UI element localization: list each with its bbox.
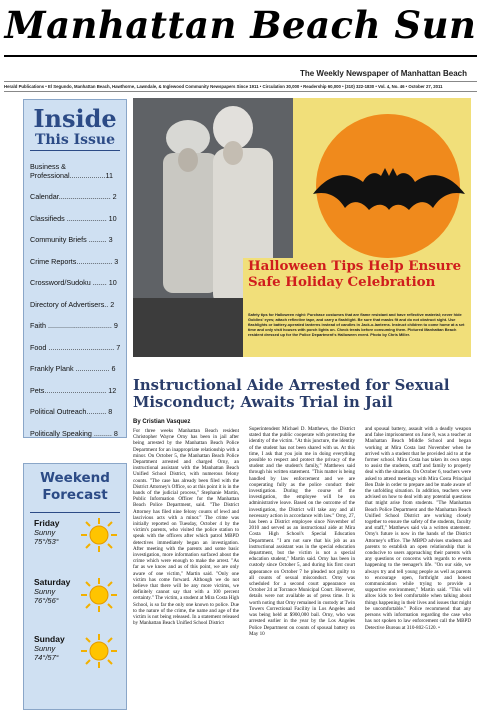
toc-item-frankly-plank[interactable]: Frankly Plank ................. 6 [30,364,116,373]
forecast-day [34,577,70,605]
newspaper-title: Manhattan Beach Sun [4,3,477,47]
forecast-temp: 74°/57° [34,653,59,662]
inside-subtitle: This Issue [34,132,116,148]
forecast-condition: Sunny [34,644,56,653]
article-column-2: Superintendent Michael D. Matthews, the District stated that the public cooperate with protecting the identity of the victim. "At this juncture, the identity of the student has not been shared with us. At this time, I ask that you join me in doing everything possible to respect and protect the privacy of the student and the student's family," Matthews said through his written statement. "This matter is being handled by law enforcement and we are cooperating fully as the police conduct their investigation. During the course of the investigation, the employee will be on administrative leave. Based on the outcome of the investigation, the District will take any and all necessary action in accordance with law." Orny, 27, has been a District employee since November of 2010 and served as an instructional aide at Mira Costa High School's Special Education Department. "I am not sure that his job as an instructional assistant was in the special education department, but the victim is not a special education student," Martin said. Orny has been in custody since October 5, and during his first court appearance on October 7 he pleaded not guilty to all counts of sexual misconduct. Orny was scheduled for a second court appearance on October 24 at Torrance Municipal Court. However, details were not available as of press time. It is worth noting that Orny remained in custody at Twin Towers Correctional Facility in Los Angeles and was being held at $900,000 bail. Orny, who was arrested earlier in the year by the Los Angeles Police Department on counts of spousal battery on May 10 [249,426,355,637]
toc-item-faith[interactable]: Faith ................................ 9 [30,321,118,330]
article-headline[interactable]: Instructional Aide Arrested for Sexual Misconduct; Awaits Trial in Jail [133,377,450,411]
forecast-day [34,518,60,546]
article-byline: By Cristian Vasquez [133,419,191,425]
forecast-divider [30,512,120,513]
toc-item-classifieds[interactable]: Classifieds .................... 10 [30,214,117,223]
article-column-3: and spousal battery, assault with a deadly weapon and false imprisonment on June 8, was a teacher at Manhattan Beach Middle School and began working at Mira Costa last November when he arrived with a student that he provided aid to at the former school. Mira Costa has taken its own steps to assist the students, staff and family to properly deal with the situation. On October 6, teachers were asked to attend meetings with Mira Costa Principal Ben Dale in order to prepare and be made aware of the unfolding situation. In addition, teachers were advised on how to deal with any potential questions that might arise from students. "The Manhattan Beach Police Department and the Manhattan Beach Unified School District are working closely together to ensure the safety of the students, faculty and staff," Matthews said via a written statement. Orny's future is now in the hands of the District Attorney's office. The MBPD advises students and parents to establish an open relationship that is conducive to users approaching their parents with any questions or concerns with regards to events happening to the teenager's life. "On our side, we always try and tell young people as well as parents to encourage open, forthright and honest communication while trying to provide a supportive environment," Martin said. "This will allow kids to feel comfortable when talking about things happening in their lives and issues that might be uncomfortable." Police recommend that any persons with information regarding the case who has not spoken to law enforcement call the MBPD Detective Bureau at 310-802-5120. • [365,426,471,631]
toc-item-professional[interactable]: Professional..................11 [30,171,113,180]
forecast-temp: 76°/56° [34,596,59,605]
feature-caption: Safety tips for Halloween night: Purchase costumes that are flame resistant and have reflective material; never hide Goblins' eyes; attach reflective tape, and carry a flashlight. Be sure that masks fit and do not obstruct sight. Use flashlights or battery-operated lanterns instead of candles in Jack-o-lanterns. Instruct children to come home at a set time and only visit houses with porch lights on. Check treats before consuming them. Pictured Manhattan Beach resident dressed up for the Police Department's Halloween event. Photo by Chris Miller. [248,312,465,337]
masthead-rule [4,55,477,57]
forecast-day [34,634,65,662]
sun-icon [76,632,122,670]
forecast-title: Weekend Forecast [40,470,110,503]
inside-divider [30,150,120,151]
sun-icon [76,576,122,614]
forecast-day-name: Saturday [34,577,71,587]
feature-headline[interactable]: Halloween Tips Help Ensure Safe Holiday Celebration [248,258,462,290]
forecast-temp: 75°/53° [34,537,59,546]
forecast-day-name: Friday [34,518,60,528]
inside-this-issue-box [23,99,127,438]
toc-item-community-briefs[interactable]: Community Briefs ......... 3 [30,235,113,244]
toc-item-crime-reports[interactable]: Crime Reports.................. 3 [30,257,119,266]
article-column-1: For three weeks Manhattan Beach resident Christopher Wayne Orny has been in jail after being arrested by the Manhattan Beach Police Department for an inappropriate relationship with a minor. On October 5, the Manhattan Beach Police Department arrested and charged Orny, an instructional assistant with the Manhattan Beach Unified School District, with numerous felony counts. "The case has already been filed with the District Attorney's Office, so at this point it is in the hands of the judicial process," Stephanie Martin, Public Information Officer for the Manhattan Beach Police Department, said. "The District Attorney has filed nine felony counts of lewd and lascivious acts with a minor." The crime was initially reported on Tuesday, October 4 by the victim's parents, who visited the police station to speak with the officers after which patrol MBPD detectives immediately began an investigation. After meeting with the parents and some basic investigation, more information surfaced about the crime which were enough to make the arrest. "As far as we know and as of this point, we are only aware of one victim," Martin said. "Only one victim has come forward. Although we do not believe that there will be any more victims, we definitely cannot say that with a 100 percent certainty." The victim, a student at Mira Costa High School, is so far the only one known to police. Due to the nature of the crime, the name and age of the victim is not being released. In a statement released by Manhattan Beach Unified School District [133,428,239,627]
feature-caption-area [243,258,471,357]
toc-item-political-outreach[interactable]: Political Outreach.......... 8 [30,407,113,416]
toc-item-politically-speaking[interactable]: Politically Speaking ......... 8 [30,429,118,438]
inside-title: Inside [33,104,117,133]
toc-item-directory[interactable]: Directory of Advertisers.. 2 [30,300,115,309]
toc-item-crossword[interactable]: Crossword/Sudoku ....... 10 [30,278,117,287]
weekend-forecast-box [23,463,127,710]
info-bar: Herald Publications • El Segundo, Manhattan Beach, Hawthorne, Lawndale, & Inglewood Community Newspapers Since 1911 • Circulation 30,000 • Readership 60,000 • (310) 322-1830 • Vol. 4, No. 46 • October 27, 2011 [4,81,477,92]
forecast-condition: Sunny [34,528,56,537]
forecast-day-name: Sunday [34,634,65,644]
toc-item-business[interactable]: Business & [30,162,66,171]
forecast-condition: Sunny [34,587,56,596]
toc-item-food[interactable]: Food ................................. 7 [30,343,120,352]
toc-item-pets[interactable]: Pets............................... 12 [30,386,117,395]
tagline: The Weekly Newspaper of Manhattan Beach [299,69,467,78]
bat-moon-graphic [293,98,471,258]
toc-item-calendar[interactable]: Calendar.......................... 2 [30,192,117,201]
sun-icon [76,516,122,554]
masthead [0,0,481,52]
